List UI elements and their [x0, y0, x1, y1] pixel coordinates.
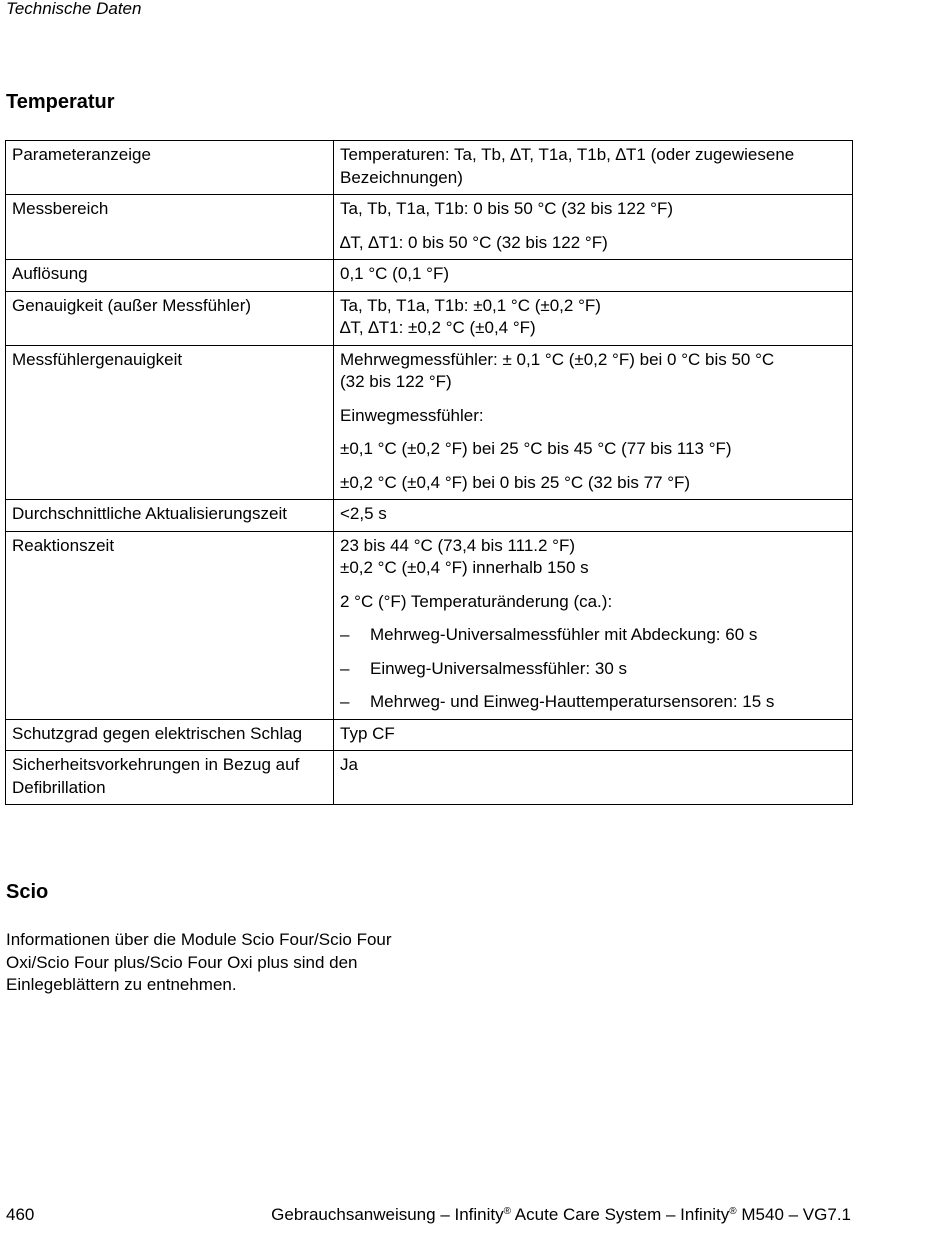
value-line: ±0,2 °C (±0,4 °F) innerhalb 150 s — [340, 558, 589, 577]
parameter-value-cell — [334, 531, 853, 719]
list-item — [340, 658, 846, 681]
value-line: Typ CF — [340, 723, 395, 743]
parameter-value-cell — [334, 141, 853, 195]
table-row — [6, 141, 853, 195]
parameter-label: Auflösung — [12, 264, 88, 283]
parameter-value-cell — [334, 500, 853, 532]
temperature-spec-table — [5, 140, 853, 805]
value-paragraph — [340, 263, 846, 286]
parameter-value-cell — [334, 291, 853, 345]
value-paragraph — [340, 198, 846, 221]
value-line: Temperaturen: Ta, Tb, ∆T, T1a, T1b, ∆T1 (oder zugewiesene — [340, 145, 795, 164]
parameter-label-cell — [6, 141, 334, 195]
scio-line: Oxi/Scio Four plus/Scio Four Oxi plus sind den — [6, 952, 358, 972]
value-paragraph — [340, 438, 846, 461]
parameter-label-cell — [6, 751, 334, 805]
value-line: Einwegmessfühler: — [340, 405, 484, 425]
list-dash-marker: – — [340, 658, 350, 678]
parameter-value-cell — [334, 260, 853, 292]
registered-mark: ® — [503, 1206, 512, 1217]
value-line: Ta, Tb, T1a, T1b: 0 bis 50 °C (32 bis 122 °F) — [340, 199, 673, 218]
parameter-label: Durchschnittliche Aktualisierungszeit — [12, 504, 287, 523]
table-row — [6, 195, 853, 260]
list-dash-marker: – — [340, 692, 350, 711]
value-line: ±0,1 °C (±0,2 °F) bei 25 °C bis 45 °C (77 bis 113 °F) — [340, 439, 732, 458]
value-paragraph — [340, 503, 846, 526]
scio-line: Informationen über die Module Scio Four/Scio Four — [6, 930, 392, 949]
scio-description — [6, 929, 436, 997]
value-paragraph — [340, 535, 846, 580]
value-line: Bezeichnungen) — [340, 167, 463, 187]
value-line: <2,5 s — [340, 504, 387, 523]
doc-title-part: Gebrauchsanweisung – Infinity — [271, 1205, 504, 1224]
parameter-label: Defibrillation — [12, 777, 106, 797]
table-row — [6, 719, 853, 751]
table-row — [6, 345, 853, 500]
parameter-label-cell — [6, 260, 334, 292]
doc-title-part: M540 – VG7.1 — [736, 1205, 851, 1224]
value-line: Mehrwegmessfühler: ± 0,1 °C (±0,2 °F) bei 0 °C bis 50 °C — [340, 349, 775, 369]
value-paragraph — [340, 144, 846, 189]
table-row — [6, 751, 853, 805]
value-line: Ja — [340, 755, 358, 774]
table-row — [6, 531, 853, 719]
table-row — [6, 500, 853, 532]
parameter-label-cell — [6, 291, 334, 345]
parameter-label: Reaktionszeit — [12, 535, 115, 555]
value-paragraph — [340, 591, 846, 614]
table-row — [6, 291, 853, 345]
parameter-value-cell — [334, 751, 853, 805]
running-header: Technische Daten — [6, 0, 142, 18]
parameter-label: Messbereich — [12, 199, 109, 218]
list-dash-marker: – — [340, 625, 350, 644]
value-line: 23 bis 44 °C (73,4 bis 111.2 °F) — [340, 535, 576, 555]
parameter-label-cell — [6, 345, 334, 500]
value-line: ∆T, ∆T1: ±0,2 °C (±0,4 °F) — [340, 318, 536, 337]
value-line: 0,1 °C (0,1 °F) — [340, 264, 450, 283]
value-paragraph — [340, 723, 846, 746]
value-paragraph — [340, 472, 846, 495]
value-paragraph — [340, 295, 846, 340]
value-line: Ta, Tb, T1a, T1b: ±0,1 °C (±0,2 °F) — [340, 295, 601, 315]
value-line: (32 bis 122 °F) — [340, 372, 452, 391]
table-row — [6, 260, 853, 292]
parameter-label: Messfühlergenauigkeit — [12, 349, 183, 369]
value-paragraph — [340, 405, 846, 428]
parameter-label-cell — [6, 195, 334, 260]
value-line: ±0,2 °C (±0,4 °F) bei 0 bis 25 °C (32 bis 77 °F) — [340, 472, 691, 492]
section-heading-temperatur: Temperatur — [6, 91, 115, 113]
parameter-value-cell — [334, 195, 853, 260]
parameter-label-cell — [6, 500, 334, 532]
list-item-text: Mehrweg- und Einweg-Hauttemperatursensoren: 15 s — [370, 692, 775, 711]
parameter-label: Sicherheitsvorkehrungen in Bezug auf — [12, 755, 300, 774]
value-paragraph — [340, 349, 846, 394]
value-line: 2 °C (°F) Temperaturänderung (ca.): — [340, 591, 613, 611]
parameter-label: Parameteranzeige — [12, 145, 151, 164]
parameter-value-cell — [334, 719, 853, 751]
spec-table-body — [6, 141, 853, 805]
parameter-label: Schutzgrad gegen elektrischen Schlag — [12, 723, 303, 743]
section-heading-scio: Scio — [6, 881, 49, 903]
value-paragraph — [340, 232, 846, 255]
list-item — [340, 691, 846, 714]
list-item — [340, 624, 846, 647]
parameter-label: Genauigkeit (außer Messfühler) — [12, 295, 252, 315]
parameter-label-cell — [6, 719, 334, 751]
page-number: 460 — [6, 1205, 35, 1224]
list-item-text: Mehrweg-Universalmessfühler mit Abdeckung: 60 s — [370, 625, 758, 644]
value-paragraph — [340, 754, 846, 777]
registered-mark: ® — [729, 1206, 737, 1217]
doc-title-part: Acute Care System – Infinity — [511, 1205, 730, 1224]
parameter-value-cell — [334, 345, 853, 500]
value-line: ∆T, ∆T1: 0 bis 50 °C (32 bis 122 °F) — [340, 232, 608, 252]
document-title — [271, 1205, 851, 1225]
list-item-text: Einweg-Universalmessfühler: 30 s — [370, 658, 627, 678]
parameter-label-cell — [6, 531, 334, 719]
scio-line: Einlegeblättern zu entnehmen. — [6, 975, 237, 994]
